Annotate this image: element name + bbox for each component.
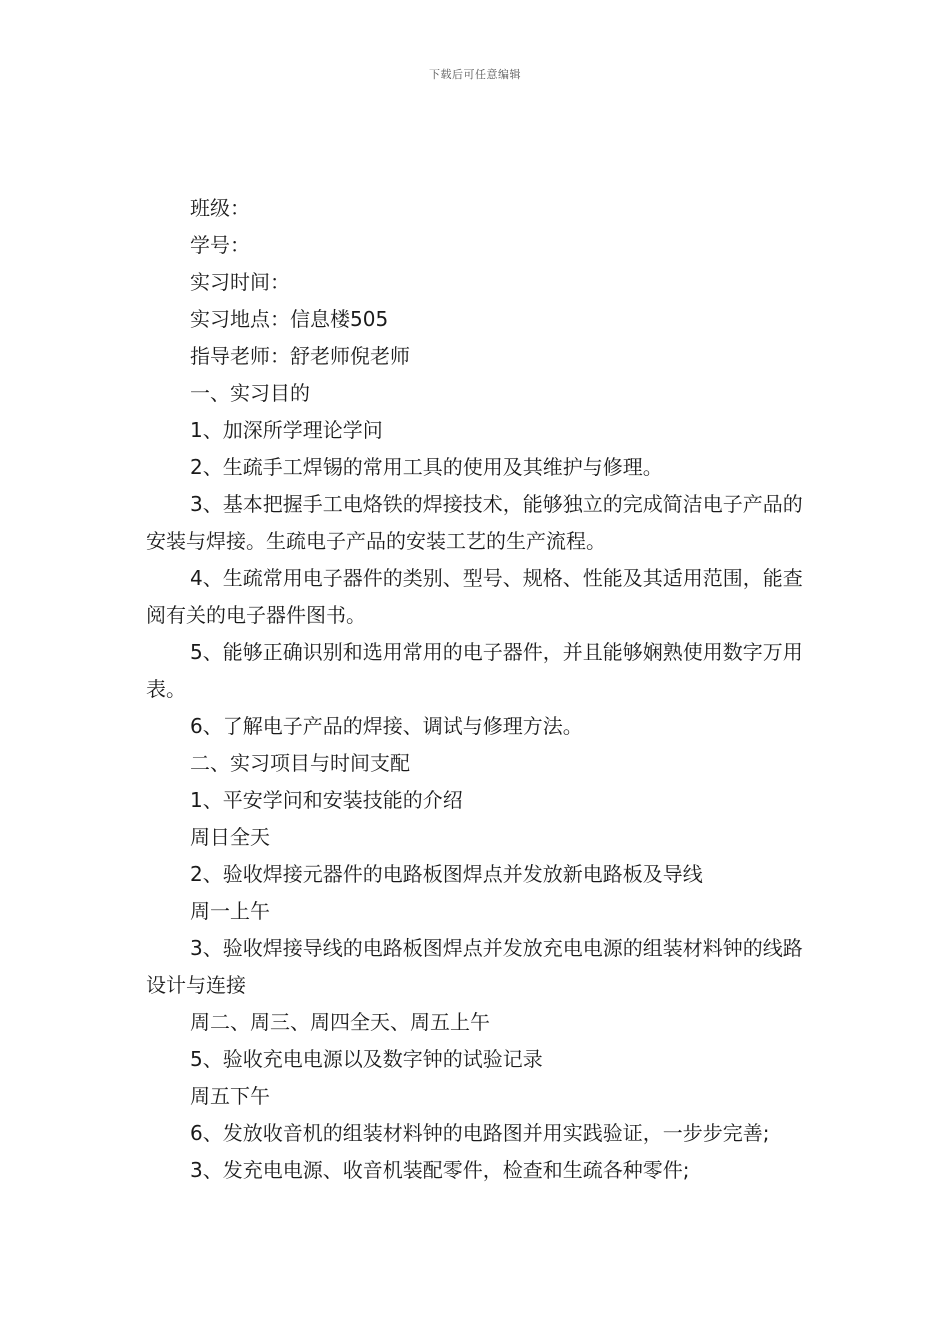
schedule-time-5: 周五下午 bbox=[190, 1084, 270, 1108]
schedule-item-2: 2、验收焊接元器件的电路板图焊点并发放新电路板及导线 bbox=[190, 862, 703, 886]
purpose-item-5: 5、能够正确识别和选用常用的电子器件，并且能够娴熟使用数字万用表。 bbox=[146, 640, 803, 701]
schedule-item-1: 1、平安学问和安装技能的介绍 bbox=[190, 788, 463, 812]
schedule-item-6: 6、发放收音机的组装材料钟的电路图并用实践验证，一步步完善; bbox=[190, 1121, 770, 1145]
field-internship-time: 实习时间： bbox=[190, 270, 290, 294]
schedule-item-5: 5、验收充电电源以及数字钟的试验记录 bbox=[190, 1047, 543, 1071]
schedule-time-2: 周一上午 bbox=[190, 899, 270, 923]
purpose-item-6: 6、了解电子产品的焊接、调试与修理方法。 bbox=[190, 714, 583, 738]
field-internship-location: 实习地点：信息楼505 bbox=[190, 307, 389, 331]
schedule-time-1: 周日全天 bbox=[190, 825, 270, 849]
schedule-time-3: 周二、周三、周四全天、周五上午 bbox=[190, 1010, 490, 1034]
purpose-item-2: 2、生疏手工焊锡的常用工具的使用及其维护与修理。 bbox=[190, 455, 663, 479]
field-class: 班级： bbox=[190, 196, 250, 220]
section-heading-purpose: 一、实习目的 bbox=[190, 381, 310, 405]
schedule-item-3: 3、验收焊接导线的电路板图焊点并发放充电电源的组装材料钟的线路设计与连接 bbox=[146, 936, 803, 997]
field-student-id: 学号： bbox=[190, 233, 250, 257]
purpose-item-4: 4、生疏常用电子器件的类别、型号、规格、性能及其适用范围，能查阅有关的电子器件图书。 bbox=[146, 566, 803, 627]
purpose-item-1: 1、加深所学理论学问 bbox=[190, 418, 383, 442]
purpose-item-3: 3、基本把握手工电烙铁的焊接技术，能够独立的完成简洁电子产品的安装与焊接。生疏电子产品的安装工艺的生产流程。 bbox=[146, 492, 803, 553]
page-header-note: 下载后可任意编辑 bbox=[429, 68, 521, 81]
field-instructor: 指导老师：舒老师倪老师 bbox=[190, 344, 410, 368]
schedule-item-3b: 3、发充电电源、收音机装配零件，检查和生疏各种零件; bbox=[190, 1158, 690, 1182]
section-heading-schedule: 二、实习项目与时间支配 bbox=[190, 751, 410, 775]
document-body bbox=[146, 190, 822, 1189]
